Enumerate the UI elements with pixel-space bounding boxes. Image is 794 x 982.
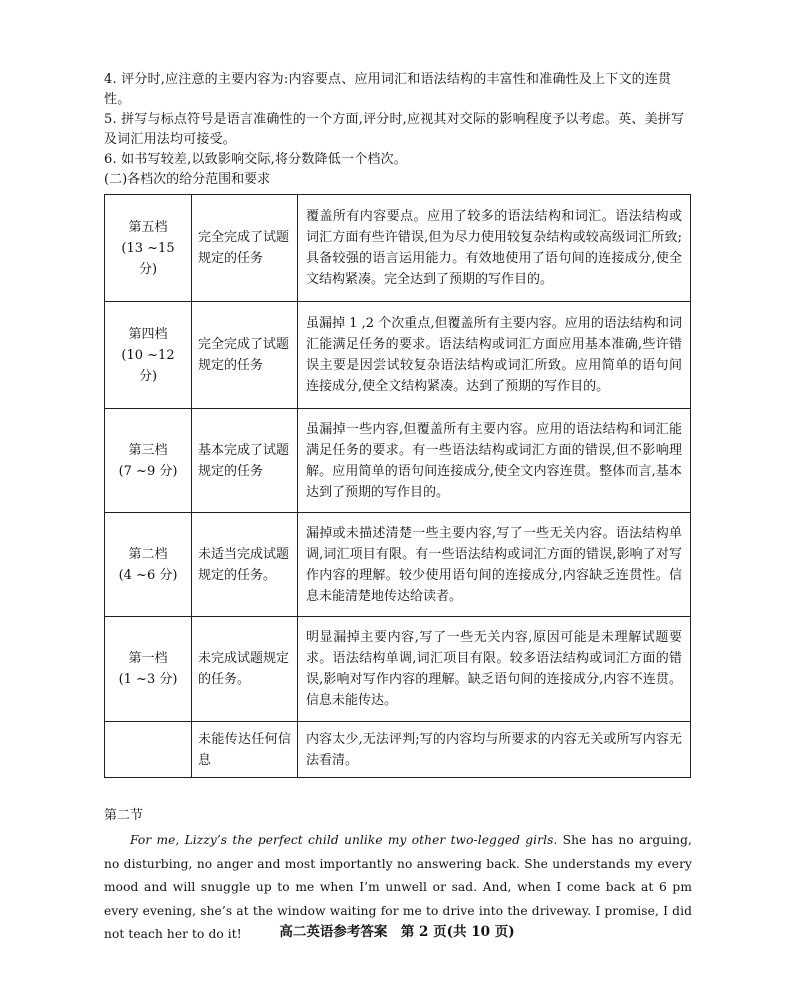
level-cell xyxy=(105,722,192,778)
table-row xyxy=(105,302,691,409)
description-cell: 虽漏掉一些内容,但覆盖所有主要内容。应用的语法结构和词汇能满足任务的要求。有一些语法结构或词汇方面的错误,但不影响理解。应用简单的语句间连接成分,使全文内容连贯。整体而言,基本达到了预期的写作目的。 xyxy=(298,409,691,513)
level-name: 第一档 xyxy=(128,651,168,666)
task-cell: 未完成试题规定的任务。 xyxy=(192,617,298,722)
task-cell: 完全完成了试题规定的任务 xyxy=(192,195,298,302)
scoring-rule-6: 6. 如书写较差,以致影响交际,将分数降低一个档次。 xyxy=(104,152,408,167)
passage-rest: She has no arguing, no disturbing, no anger and most importantly no answering back. She understands my every mood and will snuggle up to me when I’m unwell or sad. And, when I come back at 6 pm every evening, she’s at the window waiting for me to drive into the driveway. I promise, I did not teach her to do it! xyxy=(104,833,692,941)
description-cell: 覆盖所有内容要点。应用了较多的语法结构和词汇。语法结构或词汇方面有些许错误,但为尽力使用较复杂结构或较高级词汇所致;具备较强的语言运用能力。有效地使用了语句间的连接成分,使全文结构紧凑。完全达到了预期的写作目的。 xyxy=(298,195,691,302)
scoring-rule-4: 4. 评分时,应注意的主要内容为:内容要点、应用词汇和语法结构的丰富性和准确性及上下文的连贯性。 xyxy=(104,72,672,107)
passage-italic: For me, Lizzy’s the perfect child unlike my other two-legged girls. xyxy=(130,833,558,847)
task-cell: 未适当完成试题规定的任务。 xyxy=(192,513,298,617)
level-cell xyxy=(105,195,192,302)
description-cell: 漏掉或未描述清楚一些主要内容,写了一些无关内容。语法结构单调,词汇项目有限。有一些语法结构或词汇方面的错误,影响了对写作内容的理解。较少使用语句间的连接成分,内容缺乏连贯性。信息未能清楚地传达给读者。 xyxy=(298,513,691,617)
level-range: (7 ~9 分) xyxy=(118,463,178,479)
level-range: (4 ~6 分) xyxy=(118,567,178,583)
section-title: 第二节 xyxy=(104,808,144,823)
answer-page xyxy=(104,70,692,947)
level-cell xyxy=(105,513,192,617)
table-heading: (二)各档次的给分范围和要求 xyxy=(104,172,271,187)
task-cell: 未能传达任何信息 xyxy=(192,722,298,778)
level-cell xyxy=(105,409,192,513)
table-row xyxy=(105,409,691,513)
level-range: (10 ~12 分) xyxy=(121,347,175,384)
description-cell: 明显漏掉主要内容,写了一些无关内容,原因可能是未理解试题要求。语法结构单调,词汇项目有限。较多语法结构或词汇方面的错误,影响对写作内容的理解。缺乏语句间的连接成分,内容不连贯。信息未能传达。 xyxy=(298,617,691,722)
level-range: (13 ~15 分) xyxy=(121,240,175,277)
table-row xyxy=(105,195,691,302)
table-row xyxy=(105,513,691,617)
grade-table xyxy=(104,194,691,778)
task-cell: 基本完成了试题规定的任务 xyxy=(192,409,298,513)
task-cell: 完全完成了试题规定的任务 xyxy=(192,302,298,409)
level-name: 第三档 xyxy=(128,442,168,458)
table-row xyxy=(105,722,691,778)
level-cell xyxy=(105,617,192,722)
level-range: (1 ~3 分) xyxy=(118,672,178,687)
description-cell: 内容太少,无法评判;写的内容均与所要求的内容无关或所写内容无法看清。 xyxy=(298,722,691,778)
description-cell: 虽漏掉 1 ,2 个次重点,但覆盖所有主要内容。应用的语法结构和词汇能满足任务的要求。语法结构或词汇方面应用基本准确,些许错误主要是因尝试较复杂语法结构或词汇所致。应用简单的语句间连接成分,使全文结构紧凑。达到了预期的写作目的。 xyxy=(298,302,691,409)
scoring-rule-5: 5. 拼写与标点符号是语言准确性的一个方面,评分时,应视其对交际的影响程度予以考虑。英、美拼写及词汇用法均可接受。 xyxy=(104,112,685,147)
level-cell xyxy=(105,302,192,409)
level-name: 第四档 xyxy=(128,326,168,342)
level-name: 第五档 xyxy=(128,219,168,235)
level-name: 第二档 xyxy=(128,546,168,562)
table-row xyxy=(105,617,691,722)
page-footer: 高二英语参考答案 第 2 页(共 10 页) xyxy=(279,924,515,940)
